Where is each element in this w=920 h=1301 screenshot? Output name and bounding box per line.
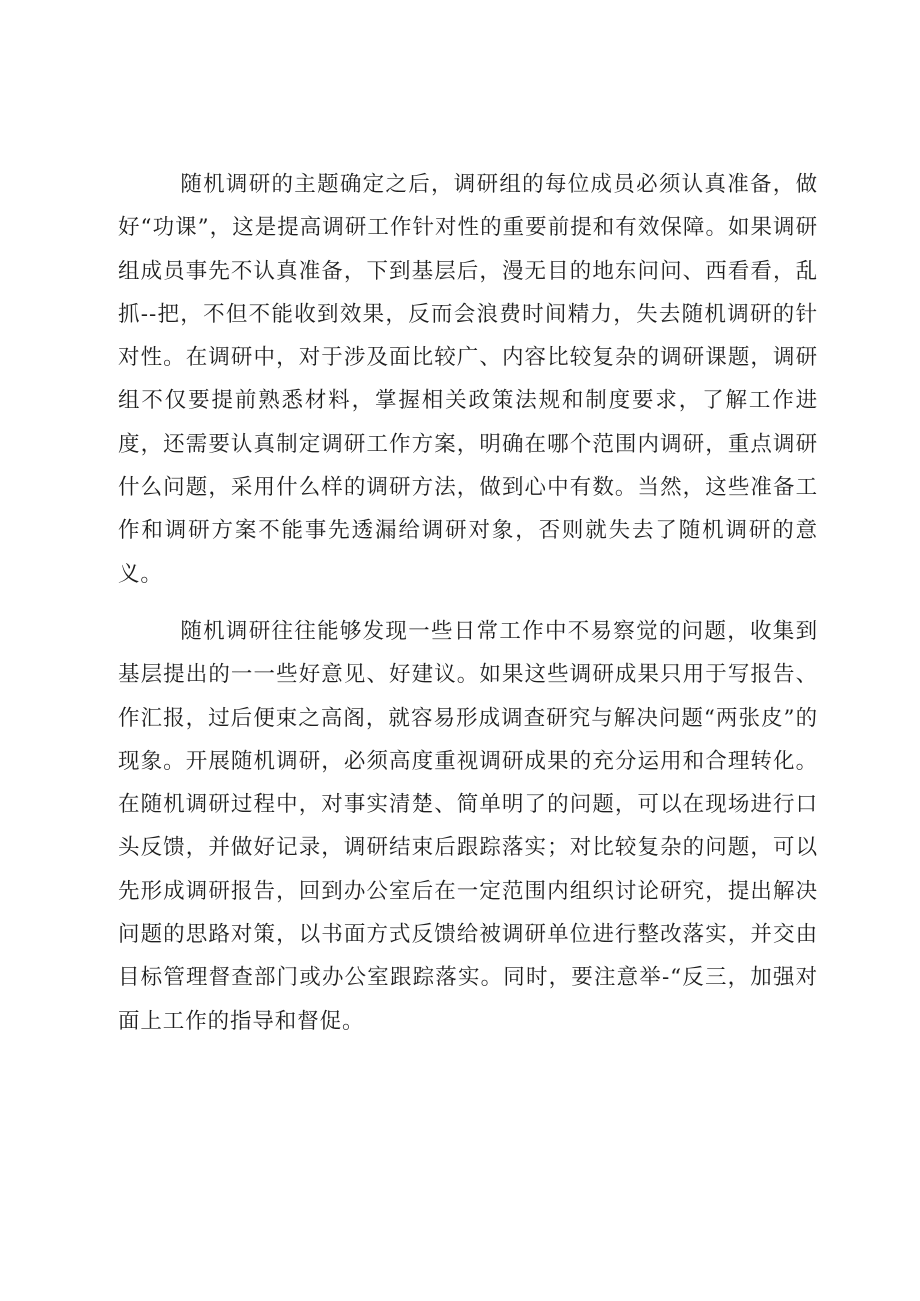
document-body [118,163,818,1043]
paragraph-preparation: 随机调研的主题确定之后，调研组的每位成员必须认真准备，做好“功课”，这是提高调研工作针对性的重要前提和有效保障。如果调研组成员事先不认真准备，下到基层后，漫无目的地东问问、西看看，乱抓--把，不但不能收到效果，反而会浪费时间精力，失去随机调研的针对性。在调研中，对于涉及面比较广、内容比较复杂的调研课题，调研组不仅要提前熟悉材料，掌握相关政策法规和制度要求，了解工作进度，还需要认真制定调研工作方案，明确在哪个范围内调研，重点调研什么问题，采用什么样的调研方法，做到心中有数。当然，这些准备工作和调研方案不能事先透漏给调研对象，否则就失去了随机调研的意义。 [118,172,818,587]
paragraph-results-use: 随机调研往往能够发现一些日常工作中不易察觉的问题，收集到基层提出的一一些好意见、好建议。如果这些调研成果只用于写报告、作汇报，过后便束之高阁，就容易形成调查研究与解决问题“两张皮”的现象。开展随机调研，必须高度重视调研成果的充分运用和合理转化。在随机调研过程中，对事实清楚、简单明了的问题，可以在现场进行口头反馈，并做好记录，调研结束后跟踪落实；对比较复杂的问题，可以先形成调研报告，回到办公室后在一定范围内组织讨论研究，提出解决问题的思路对策，以书面方式反馈给被调研单位进行整改落实，并交由目标管理督查部门或办公室跟踪落实。同时，要注意举-“反三，加强对面上工作的指导和督促。 [118,618,818,1034]
